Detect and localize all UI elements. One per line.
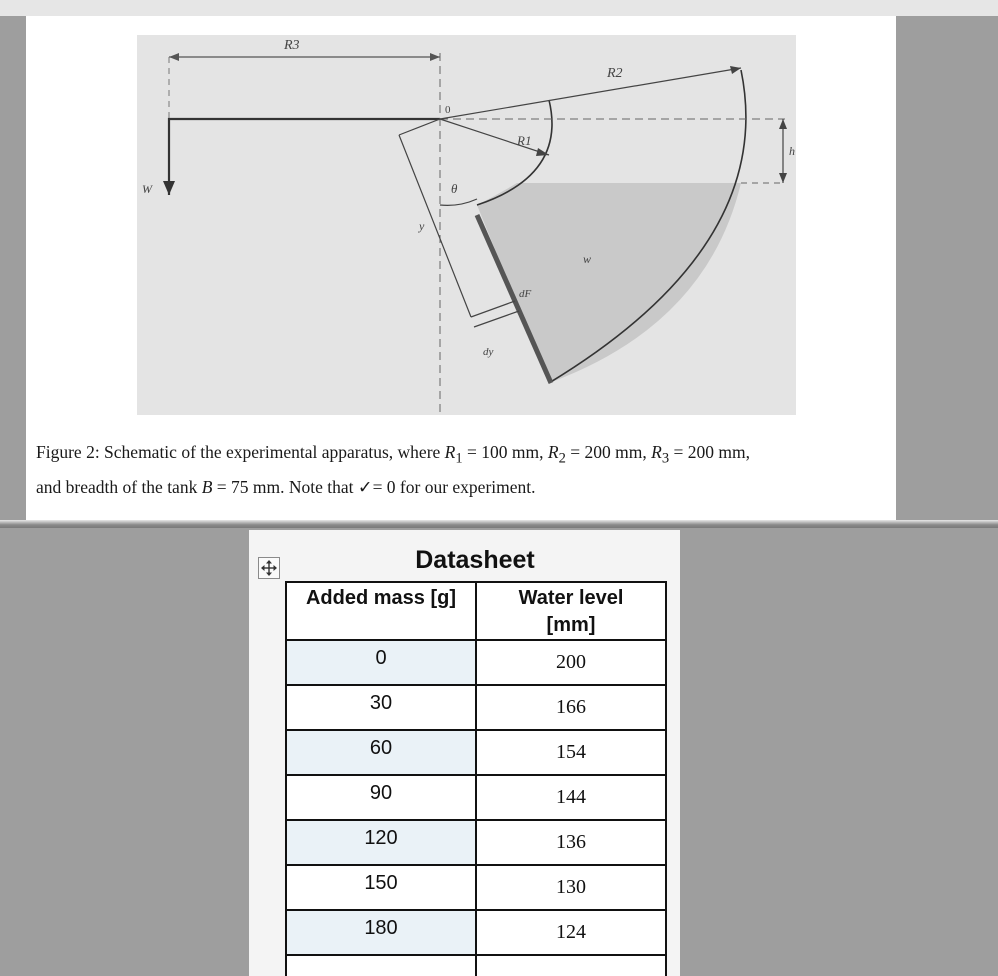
cell-mass[interactable]: 180: [286, 910, 476, 955]
move-icon: [261, 560, 277, 576]
cell-level[interactable]: 166: [476, 685, 666, 730]
label-weight: W: [142, 182, 152, 196]
table-row: [286, 730, 666, 775]
table-row: [286, 865, 666, 910]
cell-level[interactable]: 154: [476, 730, 666, 775]
header-water-level-line1: Water level: [518, 587, 624, 609]
document-page-datasheet: [249, 530, 680, 976]
caption-line2-suffix: = 0 for our experiment.: [372, 476, 536, 497]
caption-check-symbol: ✓: [357, 476, 373, 497]
caption-b-value: = 75 mm. Note that: [212, 476, 358, 497]
r3-arrow-left: [169, 53, 179, 61]
cell-level[interactable]: 136: [476, 820, 666, 865]
datasheet-table: [285, 581, 667, 976]
cell-level[interactable]: 124: [476, 910, 666, 955]
viewer-top-strip: [0, 0, 998, 16]
caption-r1-symbol: R: [444, 442, 456, 462]
r3-arrow-right: [430, 53, 440, 61]
cell-mass[interactable]: 0: [286, 640, 476, 685]
caption-r3-symbol: R: [651, 442, 662, 462]
label-dy: dy: [483, 346, 494, 358]
table-row: [286, 685, 666, 730]
caption-r2-sub: 2: [558, 450, 566, 467]
cell-level[interactable]: 144: [476, 775, 666, 820]
header-water-level: [476, 582, 666, 640]
table-row: [286, 640, 666, 685]
caption-r2-value: = 200 mm,: [565, 442, 652, 462]
table-move-handle[interactable]: [258, 557, 280, 579]
caption-r1-sub: 1: [455, 450, 463, 467]
table-header-row: [286, 582, 666, 640]
label-r2: R2: [607, 66, 623, 81]
cell-mass[interactable]: 60: [286, 730, 476, 775]
label-r1: R1: [517, 133, 532, 148]
r2-radius-line: [440, 68, 741, 119]
label-df: dF: [519, 288, 532, 300]
y-dimension-line: [399, 135, 471, 317]
header-added-mass: Added mass [g]: [286, 582, 476, 640]
document-page-figure: [26, 16, 896, 520]
label-theta: θ: [451, 181, 458, 196]
caption-r1-value: = 100 mm,: [462, 442, 548, 462]
cell-mass[interactable]: 90: [286, 775, 476, 820]
y-extension-top: [399, 119, 440, 135]
datasheet-title: Datasheet: [415, 546, 535, 574]
weight-arrow: [163, 181, 175, 195]
label-r3: R3: [284, 38, 300, 53]
balance-arm: [169, 119, 440, 195]
h-arrow-bottom: [779, 173, 787, 183]
caption-r2-symbol: R: [547, 442, 559, 462]
r2-arrow: [730, 66, 741, 74]
cell-mass[interactable]: [286, 955, 476, 976]
caption-r3-sub: 3: [661, 450, 670, 467]
label-h: h: [789, 144, 795, 158]
label-water: w: [583, 252, 592, 266]
cell-mass[interactable]: 30: [286, 685, 476, 730]
table-row: [286, 955, 666, 976]
cell-level[interactable]: 130: [476, 865, 666, 910]
r1-radius-line: [440, 119, 549, 155]
caption-r3-value: = 200 mm,: [669, 442, 750, 462]
theta-arc: [440, 199, 477, 205]
cell-mass[interactable]: 120: [286, 820, 476, 865]
caption-b-symbol: B: [201, 476, 213, 497]
header-water-level-line2: [mm]: [546, 614, 596, 636]
table-row: [286, 910, 666, 955]
h-arrow-top: [779, 119, 787, 129]
table-row: [286, 820, 666, 865]
label-y: y: [419, 219, 425, 233]
cell-mass[interactable]: 150: [286, 865, 476, 910]
cell-level[interactable]: [476, 955, 666, 976]
caption-line2-prefix: and breadth of the tank: [36, 476, 202, 497]
water-region: [477, 183, 741, 383]
cell-level[interactable]: 200: [476, 640, 666, 685]
table-row: [286, 775, 666, 820]
label-origin: 0: [445, 104, 451, 116]
figure-caption: [36, 438, 891, 501]
schematic-drawing: [137, 35, 796, 415]
caption-prefix: Figure 2: Schematic of the experimental apparatus, where: [36, 442, 445, 462]
page-divider: [0, 520, 998, 528]
figure-2-schematic: [137, 35, 796, 415]
